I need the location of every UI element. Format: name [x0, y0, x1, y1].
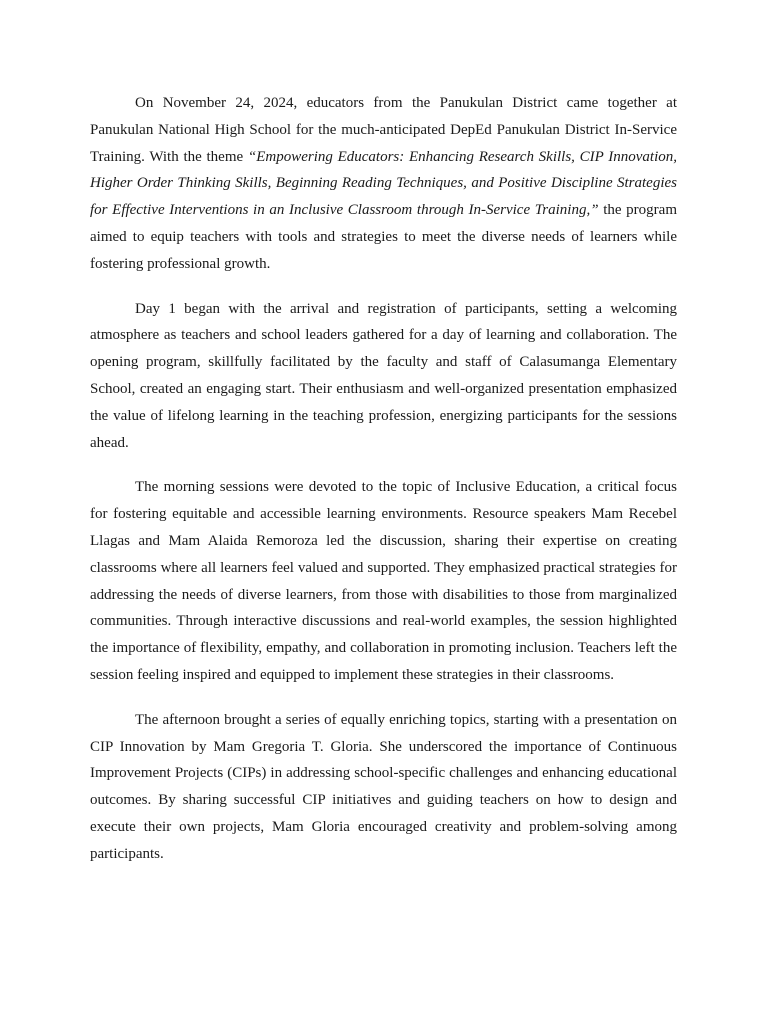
- paragraph-intro-text: On November 24, 2024, educators from the Panukulan District came together at Panukulan National High School for the much-anticipated DepEd Panukulan District In-Service Training. With the theme: [90, 95, 677, 165]
- paragraph-day-one: Day 1 began with the arrival and registration of participants, setting a welcoming atmosphere as teachers and school leaders gathered for a day of learning and collaboration. The opening program, skillfully facilitated by the faculty and staff of Calasumanga Elementary School, created an engaging start. Their enthusiasm and well-organized presentation emphasized the value of lifelong learning in the teaching profession, energizing participants for the sessions ahead.: [90, 300, 677, 451]
- paragraph-intro: [90, 90, 677, 278]
- paragraph-afternoon-sessions: The afternoon brought a series of equally enriching topics, starting with a presentation on CIP Innovation by Mam Gregoria T. Gloria. She underscored the importance of Continuous Improvement Projects (CIPs) in addressing school-specific challenges and enhancing educational outcomes. By sharing successful CIP initiatives and guiding teachers on how to design and execute their own projects, Mam Gloria encouraged creativity and problem-solving among participants.: [90, 711, 677, 862]
- training-theme-quote: “Empowering Educators: Enhancing Research Skills, CIP Innovation, Higher Order Thinking Skills, Beginning Reading Techniques, and Positive Discipline Strategies for Effective Interventions in an Inclusive Classroom through In-Service Training,”: [90, 148, 677, 219]
- paragraph-morning-sessions: The morning sessions were devoted to the topic of Inclusive Education, a critical focus for fostering equitable and accessible learning environments. Resource speakers Mam Recebel Llagas and Mam Alaida Remoroza led the discussion, sharing their expertise on creating classrooms where all learners feel valued and supported. They emphasized practical strategies for addressing the needs of diverse learners, from those with disabilities to those from marginalized communities. Through interactive discussions and real-world examples, the session highlighted the importance of flexibility, empathy, and collaboration in promoting inclusion. Teachers left the session feeling inspired and equipped to implement these strategies in their classrooms.: [90, 479, 677, 683]
- document-body: [90, 90, 677, 886]
- paragraph-intro-text-end: the program aimed to equip teachers with tools and strategies to meet the diverse needs of learners while fostering professional growth.: [90, 202, 677, 272]
